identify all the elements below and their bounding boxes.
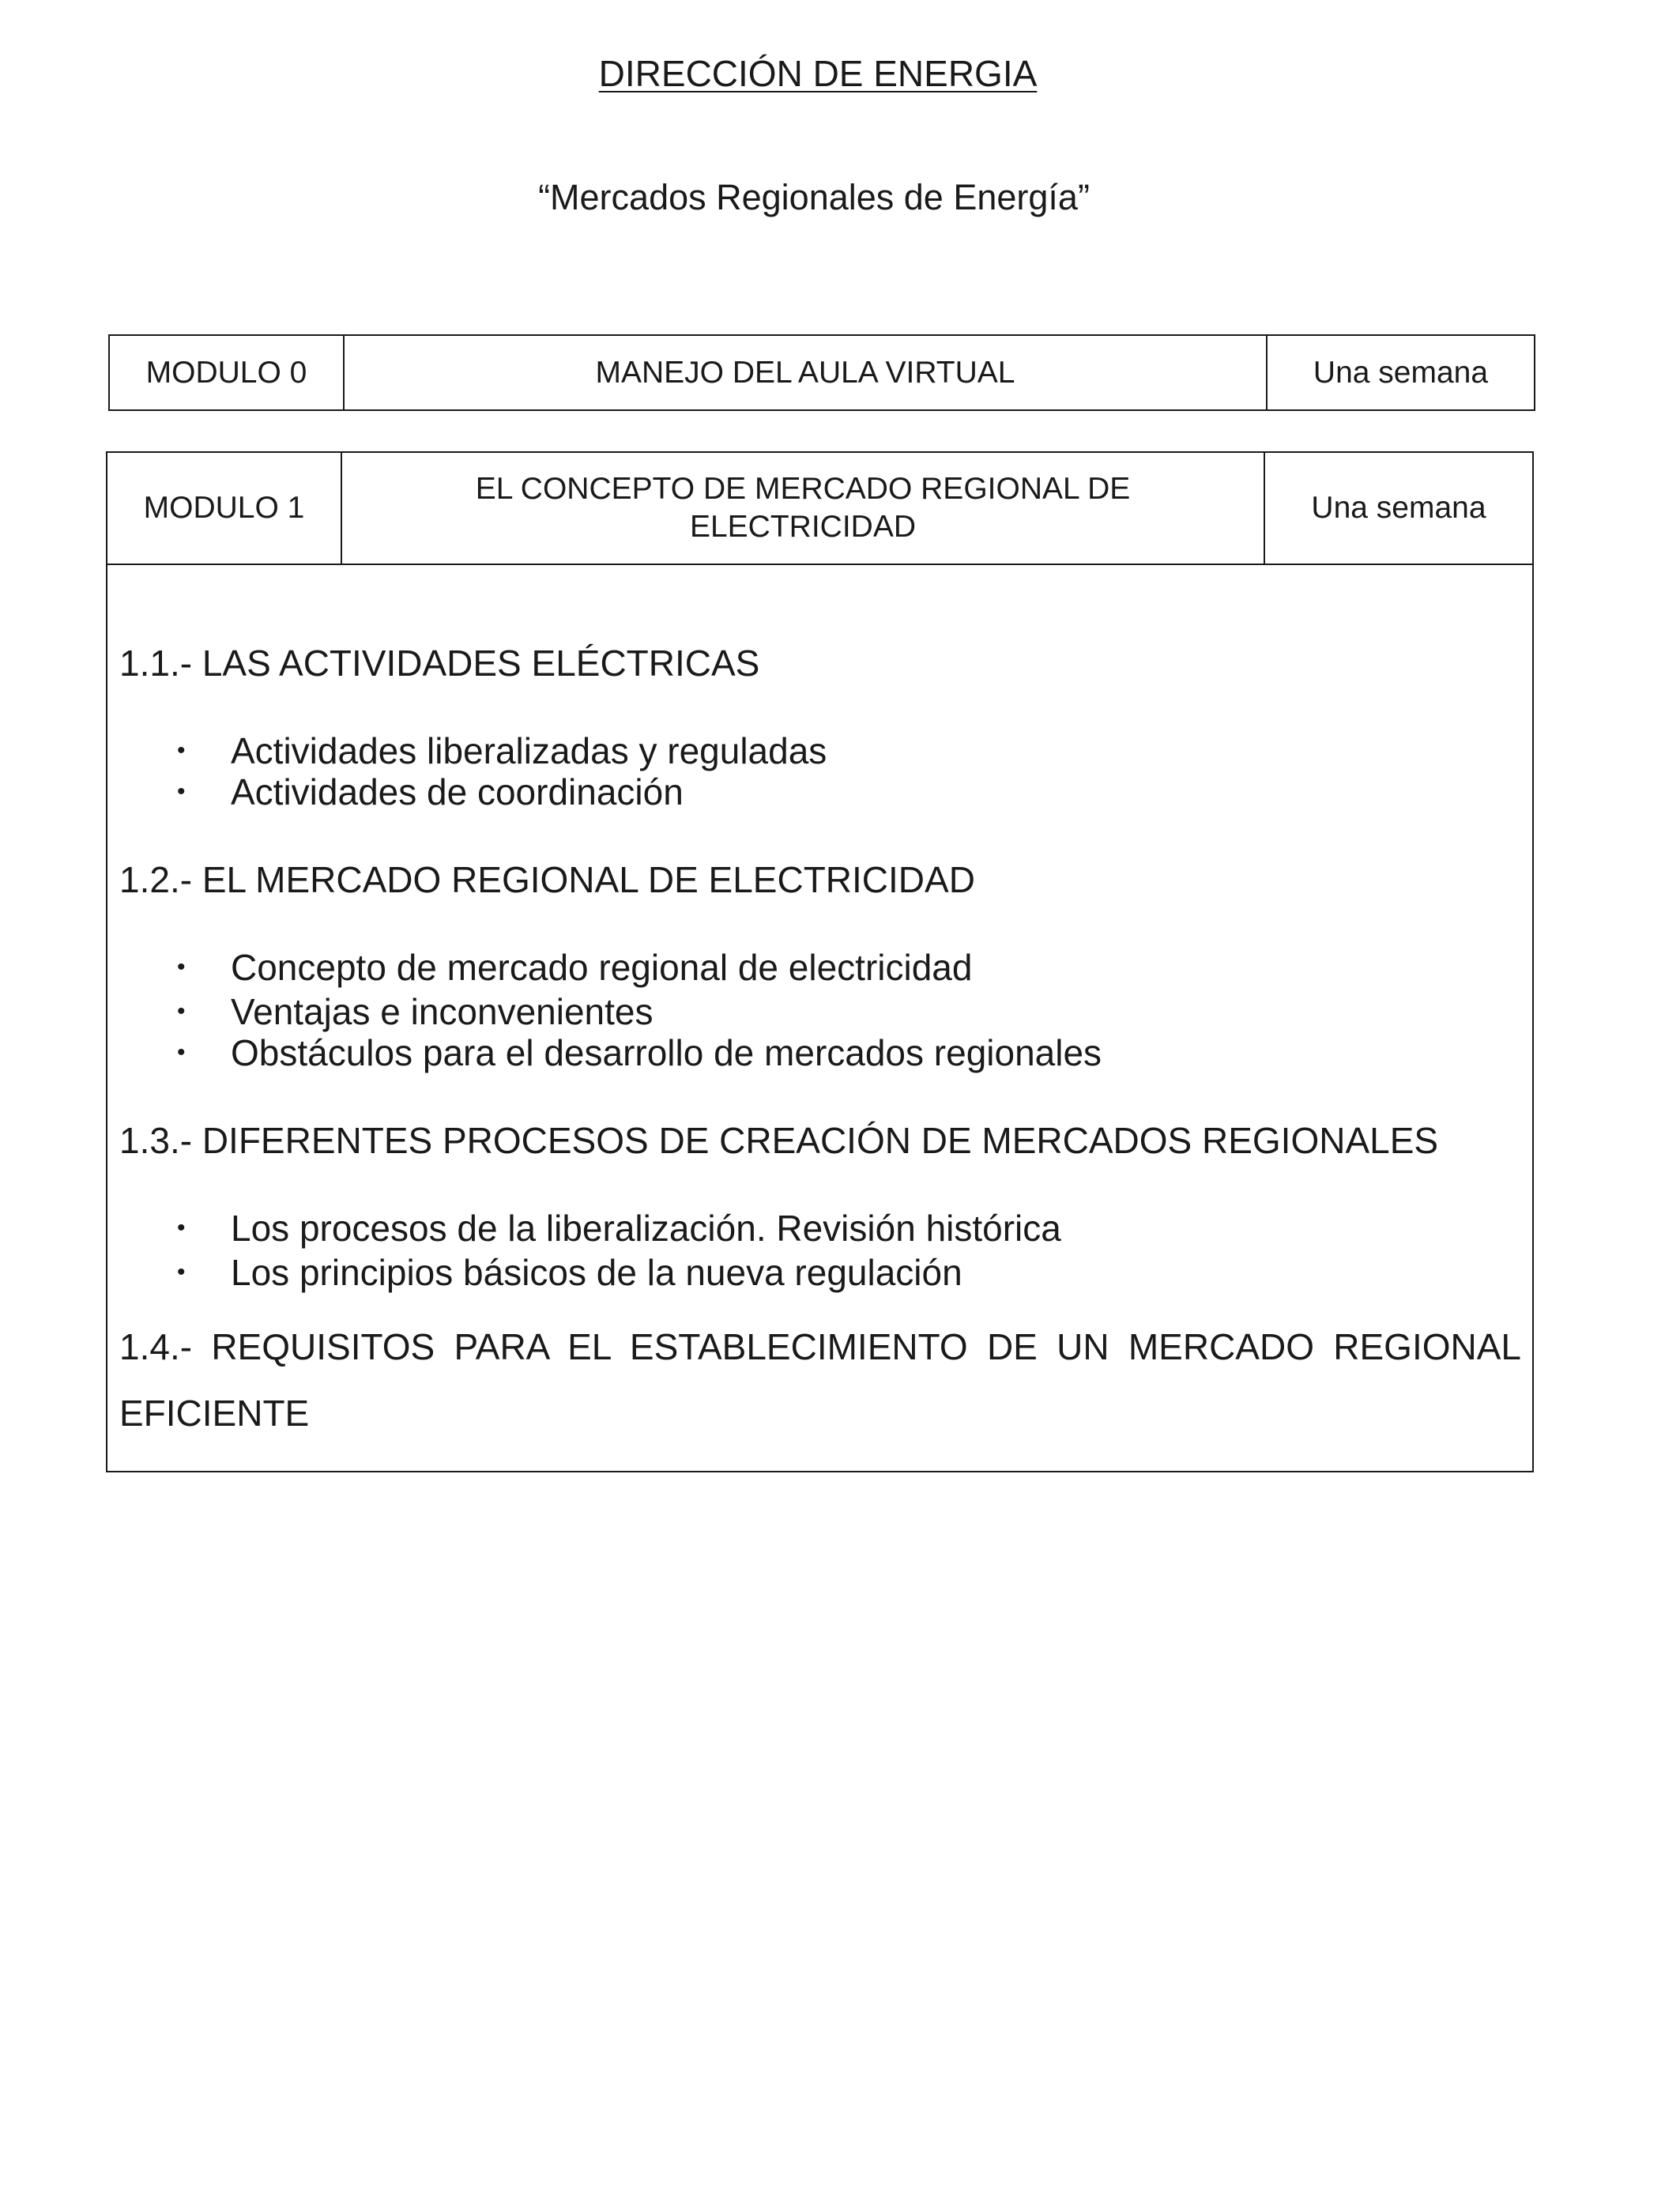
section-heading-1-1: 1.1.- LAS ACTIVIDADES ELÉCTRICAS <box>119 643 760 684</box>
module-0-table <box>108 334 1535 411</box>
module-0-duration: Una semana <box>1267 335 1535 410</box>
list-item <box>119 990 1521 1034</box>
bullet-icon: • <box>177 1039 186 1065</box>
bullet-icon: • <box>177 998 186 1024</box>
list-item-text: Los procesos de la liberalización. Revisión histórica <box>231 1208 1061 1249</box>
module-1-content <box>107 564 1533 1472</box>
section-heading-1-4: 1.4.- REQUISITOS PARA EL ESTABLECIMIENTO DE UN MERCADO REGIONAL EFICIENTE <box>119 1326 1521 1434</box>
bullet-icon: • <box>177 778 186 805</box>
list-item-text: Ventajas e inconvenientes <box>231 991 654 1032</box>
module-1-header-row <box>107 452 1533 564</box>
module-1-duration: Una semana <box>1264 452 1533 564</box>
list-item <box>119 1206 1521 1250</box>
section-heading-1-2: 1.2.- EL MERCADO REGIONAL DE ELECTRICIDAD <box>119 859 975 900</box>
document-title: DIRECCIÓN DE ENERGIA <box>598 53 1038 94</box>
list-item-text: Concepto de mercado regional de electricidad <box>231 947 973 988</box>
section-1-3-list <box>119 1206 1521 1295</box>
list-item <box>119 770 1521 814</box>
list-item <box>119 945 1521 990</box>
module-1-name-text: EL CONCEPTO DE MERCADO REGIONAL DE ELECTRICIDAD <box>475 472 1131 544</box>
section-1-1-list <box>119 729 1521 814</box>
list-item <box>119 1250 1521 1295</box>
module-1-content-row <box>107 564 1533 1472</box>
module-1-name <box>341 452 1264 564</box>
module-0-name: MANEJO DEL AULA VIRTUAL <box>344 335 1267 410</box>
list-item-text: Actividades liberalizadas y reguladas <box>231 730 827 771</box>
module-0-header-row <box>109 335 1535 410</box>
list-item-text: Los principios básicos de la nueva regulación <box>231 1252 962 1293</box>
module-1-table <box>106 451 1534 1472</box>
bullet-icon: • <box>177 1215 186 1241</box>
section-1-2-list <box>119 945 1521 1075</box>
list-item-text: Actividades de coordinación <box>231 771 684 812</box>
list-item-text: Obstáculos para el desarrollo de mercados regionales <box>231 1032 1102 1073</box>
section-heading-1-3: 1.3.- DIFERENTES PROCESOS DE CREACIÓN DE MERCADOS REGIONALES <box>119 1120 1439 1161</box>
list-item <box>119 729 1521 773</box>
bullet-icon: • <box>177 737 186 763</box>
module-0-code: MODULO 0 <box>109 335 344 410</box>
bullet-icon: • <box>177 954 186 980</box>
list-item <box>119 1031 1521 1075</box>
document-subtitle: “Mercados Regionales de Energía” <box>538 177 1090 217</box>
bullet-icon: • <box>177 1259 186 1285</box>
module-1-code: MODULO 1 <box>107 452 341 564</box>
